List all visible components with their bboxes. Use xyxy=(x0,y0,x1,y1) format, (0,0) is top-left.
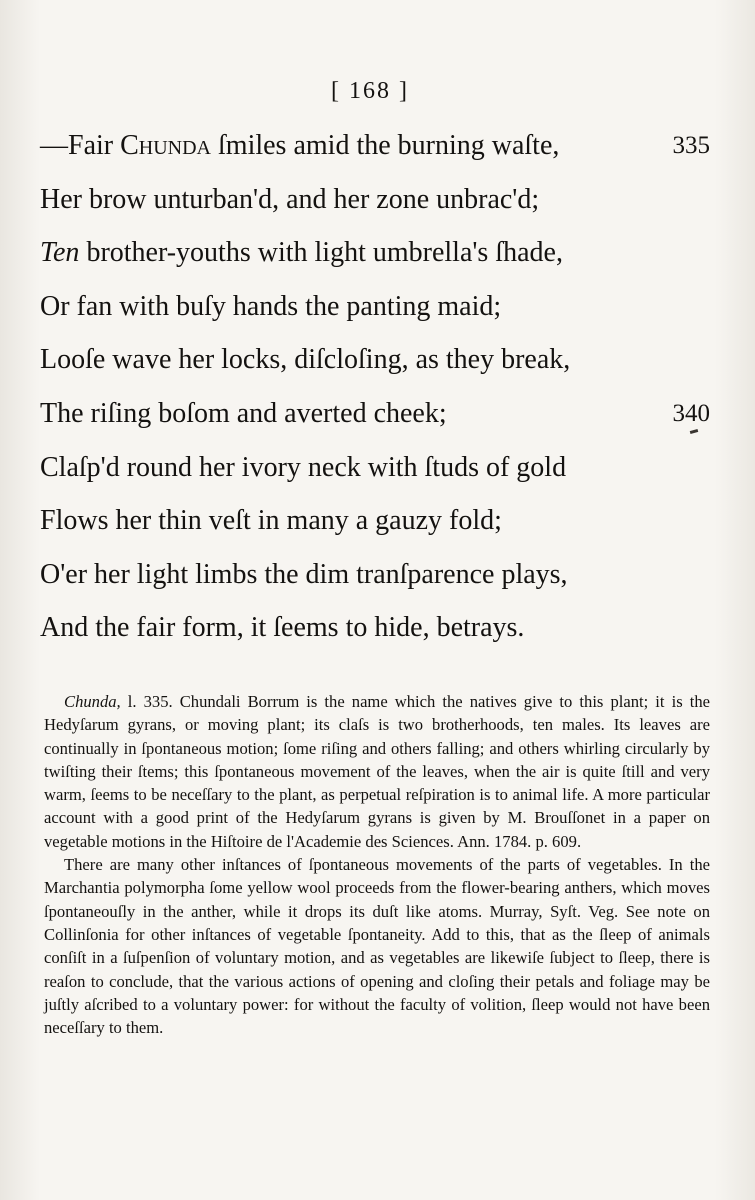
page-number: [ 168 ] xyxy=(331,78,409,104)
verse-emphasis: Ten xyxy=(40,237,80,269)
verse-text: Flows her thin veſt in many a gauzy fold; xyxy=(40,505,502,537)
plant-name: Chunda xyxy=(120,130,212,161)
line-number: 340 xyxy=(672,399,710,427)
verse-line xyxy=(40,126,720,180)
verse-line xyxy=(40,340,720,394)
verse-text: Looſe wave her locks, diſcloſing, as they break, xyxy=(40,344,571,376)
verse-line xyxy=(40,233,720,287)
footnotes xyxy=(44,690,710,1039)
line-number: 335 xyxy=(672,132,710,159)
verse-line xyxy=(40,394,720,448)
verse-text: brother-youths with light umbrella's ſhade, xyxy=(79,237,563,269)
verse-text: Claſp'd round her ivory neck with ſtuds of gold xyxy=(40,451,567,483)
verse-text: And the fair form, it ſeems to hide, betrays. xyxy=(40,612,525,644)
poem xyxy=(40,126,720,662)
note-paragraph: There are many other inſtances of ſpontaneous movements of the parts of vegetables. In the Marchantia polymorpha ſome yellow wool proceeds from the flower-bearing anthers, which moves ſpontaneouſly in the anther, while it drops its duſt like atoms. Murray, Syſt. Veg. See note on Collinſonia for other inſtances of vegetable ſpontaneity. Add to this, that as the ſleep of animals conſiſt in a ſuſpenſion of voluntary motion, and as vegetables are likewiſe ſubject to ſleep, there is reaſon to conclude, that the various actions of opening and cloſing their petals and foliage may be juſtly aſcribed to a voluntary power: for without the faculty of volition, ſleep would not have been neceſſary to them. xyxy=(44,855,710,1038)
verse-line xyxy=(40,448,720,502)
verse-line xyxy=(40,555,720,609)
note-text: l. 335. Chundali Borrum is the name which the natives give to this plant; it is the Hedyſarum gyrans, or moving plant; its claſs is two brotherhoods, ten males. Its leaves are continually in ſpontaneous motion; ſome riſing and others falling; and others whirling circularly by twiſting their ſtems; this ſpontaneous movement of the leaves, when the air is quite ſtill and very warm, ſeems to be neceſſary to the plant, as perpetual reſpiration is to animal life. A more particular account with a good print of the Hedyſarum gyrans is given by M. Brouſſonet in a paper on vegetable motions in the Hiſtoire de l'Academie des Sciences. Ann. 1784. p. 609. xyxy=(44,692,710,851)
verse-text: Her brow unturban'd, and her zone unbrac'd; xyxy=(40,183,540,215)
verse-line xyxy=(40,287,720,341)
verse-text: The riſing boſom and averted cheek; xyxy=(40,397,447,429)
verse-text: O'er her light limbs the dim tranſparence plays, xyxy=(40,558,568,590)
verse-line xyxy=(40,501,720,555)
note-lead: Chunda, xyxy=(64,692,121,711)
verse-text: —Fair xyxy=(40,130,121,161)
verse-line xyxy=(40,180,720,234)
note-paragraph xyxy=(44,690,710,853)
verse-text: Or fan with buſy hands the panting maid; xyxy=(40,290,502,322)
verse-line xyxy=(40,608,720,662)
verse-text: ſmiles amid the burning waſte, xyxy=(211,130,560,161)
